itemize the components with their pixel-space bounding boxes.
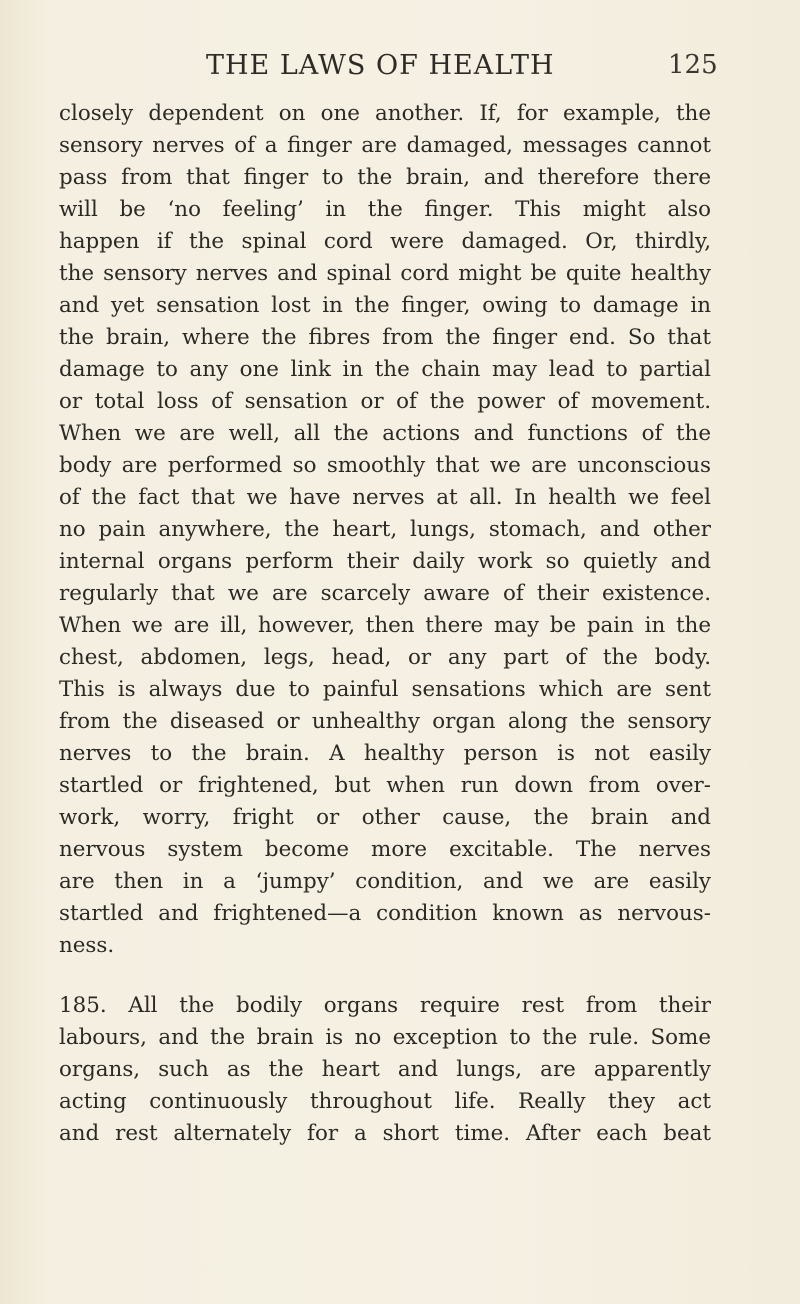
text-line: startled or frightened, but when run down from over- [59, 773, 711, 798]
text-line: will be ‘no feeling’ in the finger. This might also [59, 197, 711, 222]
text-line: and yet sensation lost in the finger, owing to damage in [59, 293, 711, 318]
running-head: THE LAWS OF HEALTH [206, 50, 555, 81]
text-line: acting continuously throughout life. Really they act [59, 1089, 711, 1114]
page-number: 125 [668, 50, 718, 80]
text-line: from the diseased or unhealthy organ along the sensory [59, 709, 711, 734]
text-line: or total loss of sensation or of the power of movement. [59, 389, 711, 414]
text-line: damage to any one link in the chain may lead to partial [59, 357, 711, 382]
page-header [0, 50, 800, 90]
text-line: 185. All the bodily organs require rest from their [59, 993, 711, 1018]
text-line: sensory nerves of a finger are damaged, messages cannot [59, 133, 711, 158]
text-line: chest, abdomen, legs, head, or any part of the body. [59, 645, 711, 670]
text-line: the brain, where the fibres from the finger end. So that [59, 325, 711, 350]
text-line: pass from that finger to the brain, and therefore there [59, 165, 711, 190]
text-line: body are performed so smoothly that we are unconscious [59, 453, 711, 478]
text-line: regularly that we are scarcely aware of their existence. [59, 581, 711, 606]
text-line: startled and frightened—a condition known as nervous- [59, 901, 711, 926]
text-line: This is always due to painful sensations which are sent [59, 677, 711, 702]
text-line: are then in a ‘jumpy’ condition, and we are easily [59, 869, 711, 894]
text-line: nervous system become more excitable. The nerves [59, 837, 711, 862]
text-line: no pain anywhere, the heart, lungs, stomach, and other [59, 517, 711, 542]
text-line: internal organs perform their daily work so quietly and [59, 549, 711, 574]
text-line: and rest alternately for a short time. After each beat [59, 1121, 711, 1146]
text-line: happen if the spinal cord were damaged. Or, thirdly, [59, 229, 711, 254]
text-line: the sensory nerves and spinal cord might be quite healthy [59, 261, 711, 286]
text-line: nerves to the brain. A healthy person is not easily [59, 741, 711, 766]
text-line: When we are well, all the actions and functions of the [59, 421, 711, 446]
text-line: of the fact that we have nerves at all. In health we feel [59, 485, 711, 510]
text-line: When we are ill, however, then there may be pain in the [59, 613, 711, 638]
text-line: labours, and the brain is no exception to the rule. Some [59, 1025, 711, 1050]
text-line: closely dependent on one another. If, for example, the [59, 101, 711, 126]
text-line: organs, such as the heart and lungs, are apparently [59, 1057, 711, 1082]
text-line: work, worry, fright or other cause, the brain and [59, 805, 711, 830]
text-line: ness. [59, 933, 115, 958]
